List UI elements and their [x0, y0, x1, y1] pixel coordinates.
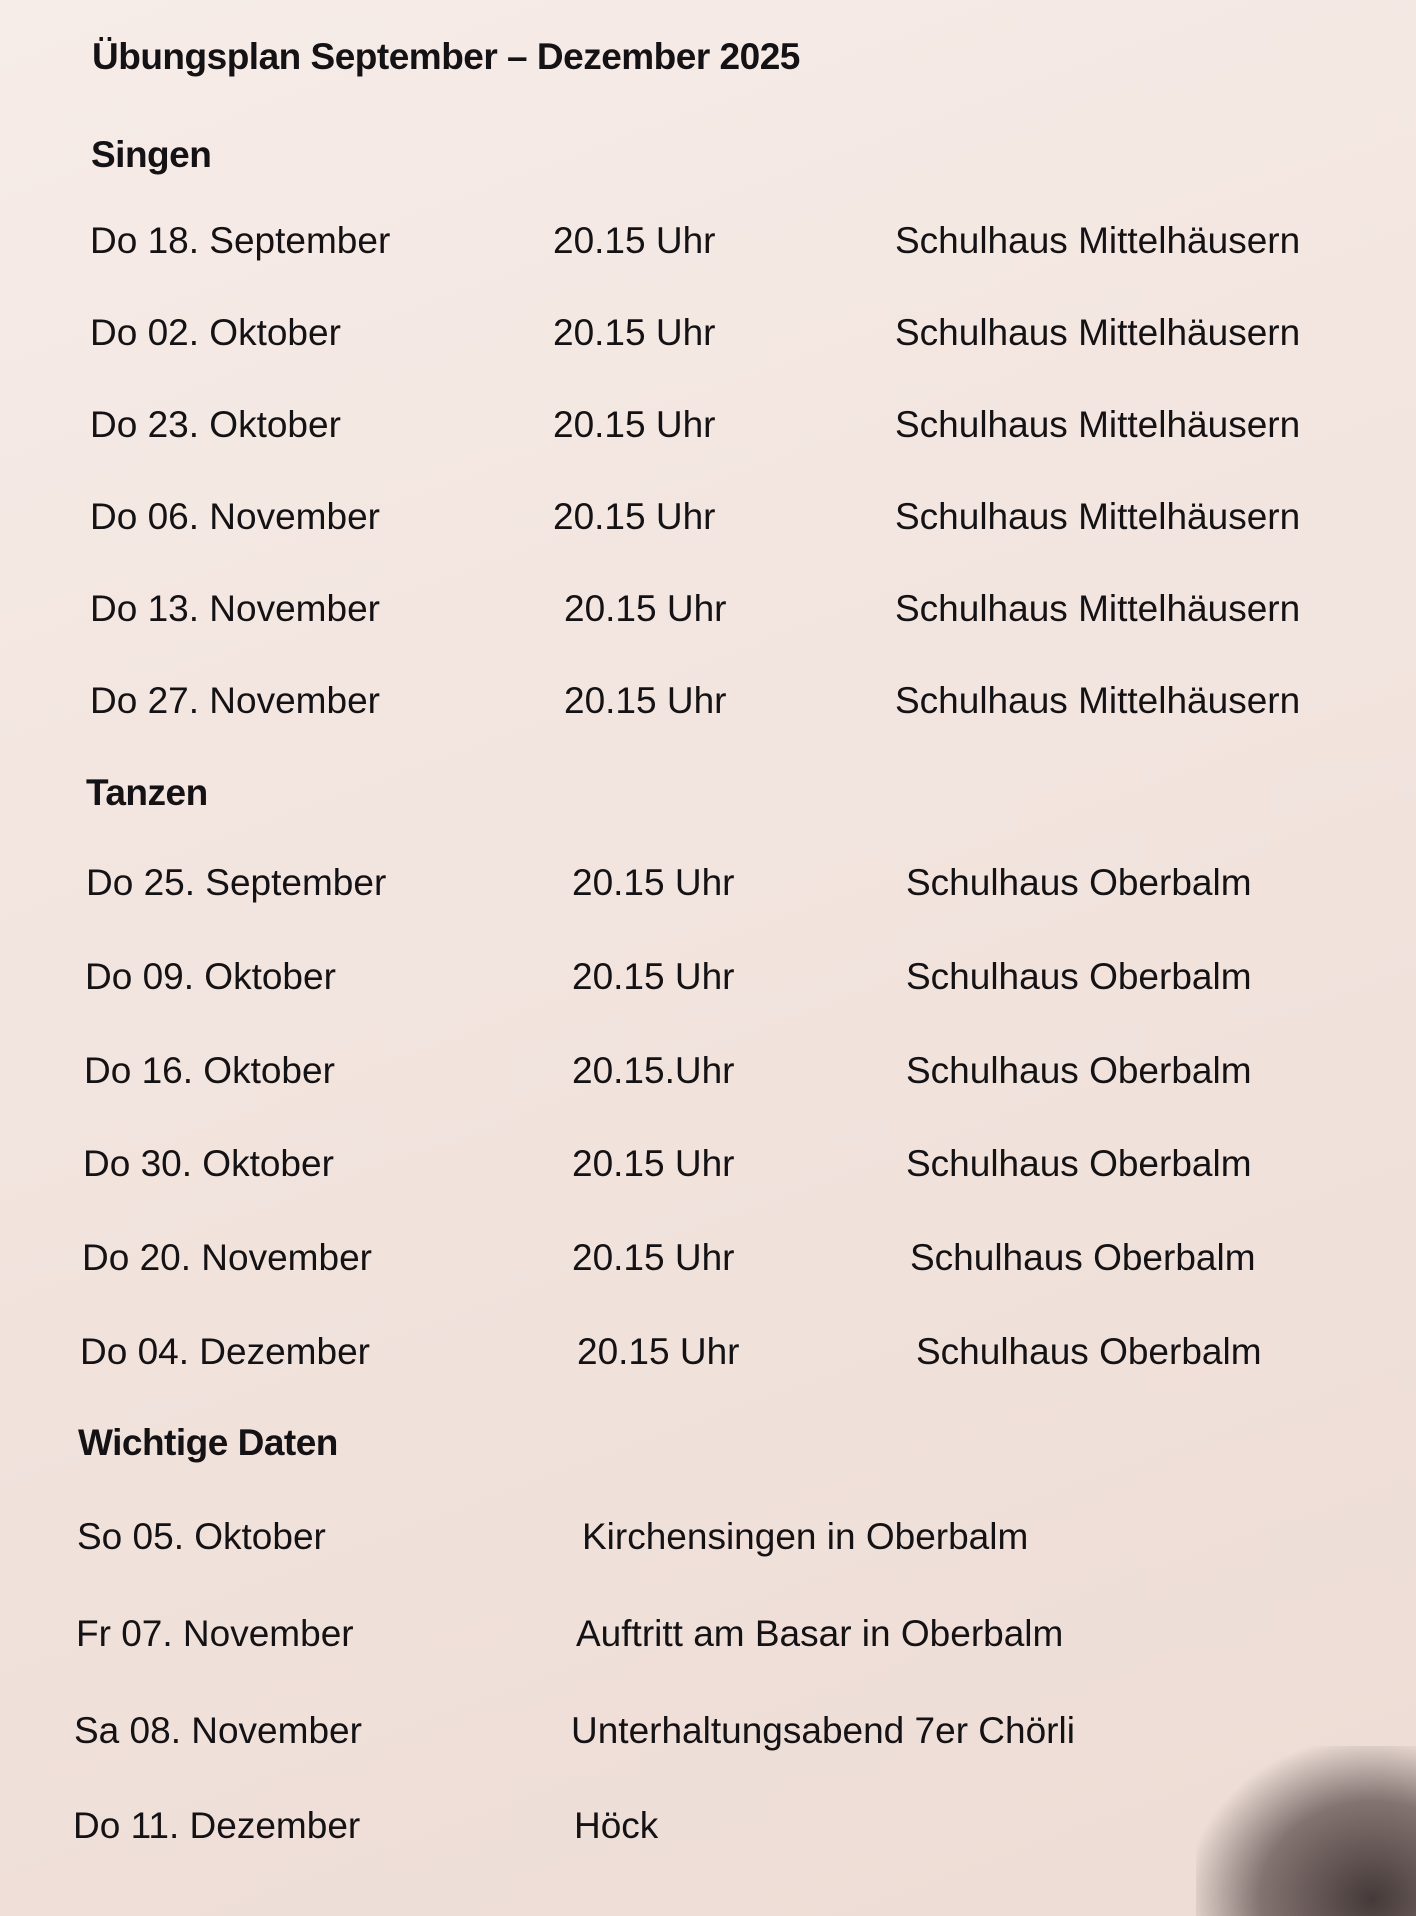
date: Do 20. November [82, 1237, 372, 1278]
date: Do 25. September [86, 862, 387, 903]
table-row [0, 956, 1416, 1016]
date: Do 09. Oktober [85, 956, 336, 997]
time: 20.15 Uhr [553, 220, 716, 261]
date: Sa 08. November [74, 1710, 362, 1751]
time: 20.15 Uhr [553, 404, 716, 445]
table-row [0, 496, 1416, 556]
event: Unterhaltungsabend 7er Chörli [571, 1710, 1075, 1751]
date: Fr 07. November [76, 1613, 354, 1654]
time: 20.15 Uhr [553, 312, 716, 353]
table-row [0, 1143, 1416, 1203]
date: Do 04. Dezember [80, 1331, 370, 1372]
time: 20.15 Uhr [553, 496, 716, 537]
place: Schulhaus Mittelhäusern [895, 312, 1301, 353]
table-row [0, 1331, 1416, 1391]
place: Schulhaus Oberbalm [910, 1237, 1256, 1278]
place: Schulhaus Oberbalm [916, 1331, 1262, 1372]
table-row [0, 588, 1416, 648]
date: Do 30. Oktober [83, 1143, 334, 1184]
time: 20.15.Uhr [572, 1050, 735, 1091]
time: 20.15 Uhr [572, 862, 735, 903]
place: Schulhaus Oberbalm [906, 1050, 1252, 1091]
document-title: Übungsplan September – Dezember 2025 [92, 36, 800, 77]
date: Do 16. Oktober [84, 1050, 335, 1091]
section-heading-singen: Singen [91, 134, 212, 175]
place: Schulhaus Oberbalm [906, 862, 1252, 903]
place: Schulhaus Mittelhäusern [895, 588, 1301, 629]
time: 20.15 Uhr [572, 956, 735, 997]
section-heading-tanzen: Tanzen [86, 772, 208, 813]
table-row [0, 312, 1416, 372]
date: Do 11. Dezember [73, 1805, 361, 1846]
place: Schulhaus Oberbalm [906, 1143, 1252, 1184]
event: Kirchensingen in Oberbalm [582, 1516, 1029, 1557]
table-row [0, 1516, 1416, 1576]
time: 20.15 Uhr [564, 680, 727, 721]
place: Schulhaus Mittelhäusern [895, 404, 1301, 445]
time: 20.15 Uhr [564, 588, 727, 629]
photo-shadow [1196, 1746, 1416, 1916]
table-row [0, 220, 1416, 280]
date: Do 23. Oktober [90, 404, 341, 445]
time: 20.15 Uhr [572, 1143, 735, 1184]
table-row [0, 680, 1416, 740]
table-row [0, 404, 1416, 464]
date: Do 18. September [90, 220, 391, 261]
table-row [0, 1237, 1416, 1297]
table-row [0, 862, 1416, 922]
time: 20.15 Uhr [572, 1237, 735, 1278]
date: Do 02. Oktober [90, 312, 341, 353]
section-heading-wichtige-daten: Wichtige Daten [78, 1422, 338, 1463]
date: Do 06. November [90, 496, 380, 537]
date: So 05. Oktober [77, 1516, 326, 1557]
event: Höck [574, 1805, 659, 1846]
event: Auftritt am Basar in Oberbalm [576, 1613, 1064, 1654]
place: Schulhaus Mittelhäusern [895, 680, 1301, 721]
table-row [0, 1050, 1416, 1110]
table-row [0, 1613, 1416, 1673]
place: Schulhaus Mittelhäusern [895, 220, 1301, 261]
date: Do 27. November [90, 680, 380, 721]
place: Schulhaus Mittelhäusern [895, 496, 1301, 537]
place: Schulhaus Oberbalm [906, 956, 1252, 997]
time: 20.15 Uhr [577, 1331, 740, 1372]
date: Do 13. November [90, 588, 380, 629]
